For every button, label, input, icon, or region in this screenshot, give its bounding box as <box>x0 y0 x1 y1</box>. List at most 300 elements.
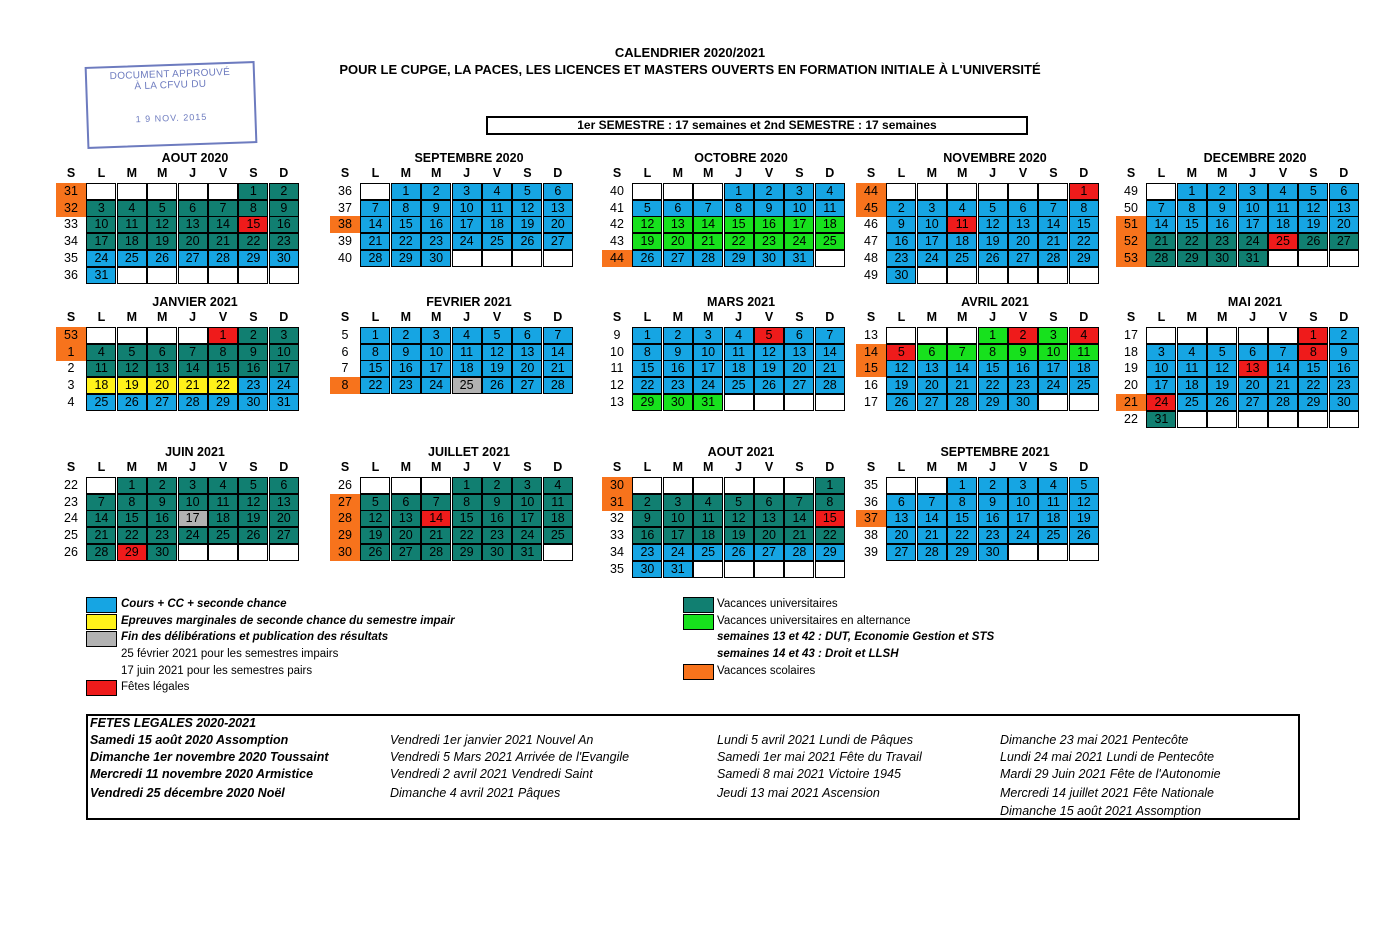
empty-day-cell <box>693 561 723 578</box>
day-cell: 5 <box>117 344 147 361</box>
day-cell: 5 <box>512 183 542 200</box>
day-cell: 25 <box>1069 377 1099 394</box>
day-cell: 21 <box>360 233 390 250</box>
day-cell: 23 <box>391 377 421 394</box>
day-cell: 20 <box>754 527 784 544</box>
day-header: M <box>926 166 937 180</box>
day-cell: 3 <box>784 183 814 200</box>
empty-day-cell <box>178 327 208 344</box>
day-cell: 22 <box>1177 233 1207 250</box>
day-cell: 27 <box>1238 394 1268 411</box>
day-cell: 26 <box>978 250 1008 267</box>
day-header: S <box>249 166 258 180</box>
empty-day-cell <box>238 267 268 284</box>
legend-fetes: Fêtes légales <box>121 681 190 693</box>
day-cell: 19 <box>1298 216 1328 233</box>
day-cell: 21 <box>1146 233 1176 250</box>
day-cell: 1 <box>391 183 421 200</box>
day-cell: 20 <box>269 510 299 527</box>
day-cell: 25 <box>208 527 238 544</box>
fetes-legales-box <box>86 714 1300 820</box>
empty-day-cell <box>512 250 542 267</box>
day-cell: 7 <box>947 344 977 361</box>
day-cell: 26 <box>117 394 147 411</box>
week-number: 30 <box>330 544 360 561</box>
day-cell: 13 <box>1008 216 1038 233</box>
empty-day-cell <box>117 267 147 284</box>
week-number: 38 <box>330 216 360 233</box>
day-cell: 6 <box>178 200 208 217</box>
week-number: 39 <box>338 234 352 249</box>
day-cell: 20 <box>917 377 947 394</box>
fete-item: Samedi 8 mai 2021 Victoire 1945 <box>717 767 901 781</box>
day-cell: 13 <box>663 216 693 233</box>
day-cell: 25 <box>452 377 482 394</box>
day-cell: 8 <box>724 200 754 217</box>
legend-epreuves: Epreuves marginales de seconde chance du semestre impair <box>121 615 455 627</box>
day-header: D <box>1079 460 1089 474</box>
day-cell: 31 <box>1146 411 1176 428</box>
day-header: J <box>989 166 997 180</box>
calendar-title: CALENDRIER 2020/2021 <box>614 45 766 60</box>
day-header: L <box>897 166 906 180</box>
empty-day-cell <box>784 561 814 578</box>
empty-day-cell <box>724 477 754 494</box>
day-cell: 25 <box>543 527 573 544</box>
day-header: S <box>249 460 258 474</box>
day-cell: 7 <box>815 327 845 344</box>
day-header: J <box>1249 310 1257 324</box>
week-number: 36 <box>64 267 78 282</box>
day-header: M <box>430 310 442 324</box>
day-cell: 2 <box>978 477 1008 494</box>
day-header: L <box>897 310 906 324</box>
empty-day-cell <box>86 183 116 200</box>
day-cell: 14 <box>421 510 451 527</box>
day-cell: 5 <box>1298 183 1328 200</box>
empty-day-cell <box>1238 411 1268 428</box>
empty-day-cell <box>1069 267 1099 284</box>
week-number: 26 <box>64 544 78 559</box>
day-cell: 15 <box>1177 216 1207 233</box>
legend-swatch-vacances-univ <box>683 597 714 613</box>
fete-item: Vendredi 5 Mars 2021 Arrivée de l'Evangile <box>390 750 630 764</box>
day-header: S <box>1049 460 1058 474</box>
day-cell: 9 <box>147 494 177 511</box>
day-cell: 29 <box>238 250 268 267</box>
empty-day-cell <box>1069 394 1099 411</box>
day-header: M <box>1216 310 1228 324</box>
day-cell: 25 <box>86 394 116 411</box>
empty-day-cell <box>269 267 299 284</box>
day-cell: 29 <box>947 544 977 561</box>
day-header: D <box>1339 166 1349 180</box>
empty-day-cell <box>360 183 390 200</box>
calendar-subtitle: POUR LE CUPGE, LA PACES, LES LICENCES ET MASTERS OUVERTS EN FORMATION INITIALE À L'UNIVERSITÉ <box>339 62 1041 77</box>
day-header: M <box>156 460 168 474</box>
fete-item: Dimanche 15 août 2021 Assomption <box>1000 804 1202 818</box>
empty-day-cell <box>147 327 177 344</box>
day-cell: 3 <box>1146 344 1176 361</box>
week-number: 35 <box>610 561 624 576</box>
day-cell: 23 <box>147 527 177 544</box>
legend-alt-line1: semaines 13 et 42 : DUT, Economie Gestion et STS <box>717 631 995 643</box>
month-title: DECEMBRE 2020 <box>1203 151 1307 165</box>
fete-item: Mercredi 11 novembre 2020 Armistice <box>90 767 314 781</box>
day-cell: 6 <box>917 344 947 361</box>
day-header: V <box>492 310 502 324</box>
fete-item: Samedi 1er mai 2021 Fête du Travail <box>717 750 922 764</box>
day-header: J <box>735 310 743 324</box>
day-cell: 29 <box>208 394 238 411</box>
day-cell: 23 <box>421 233 451 250</box>
week-number: 53 <box>1116 250 1146 267</box>
day-cell: 6 <box>784 327 814 344</box>
day-header: V <box>218 166 228 180</box>
day-cell: 22 <box>117 527 147 544</box>
day-cell: 22 <box>815 527 845 544</box>
day-cell: 20 <box>543 216 573 233</box>
day-cell: 16 <box>632 527 662 544</box>
day-cell: 6 <box>754 494 784 511</box>
day-header: J <box>735 166 743 180</box>
day-cell: 12 <box>117 360 147 377</box>
day-cell: 31 <box>784 250 814 267</box>
day-cell: 23 <box>1329 377 1359 394</box>
day-cell: 18 <box>1038 510 1068 527</box>
day-cell: 11 <box>452 344 482 361</box>
day-cell: 7 <box>421 494 451 511</box>
day-cell: 24 <box>1038 377 1068 394</box>
day-cell: 22 <box>452 527 482 544</box>
day-cell: 2 <box>391 327 421 344</box>
fete-item: Jeudi 13 mai 2021 Ascension <box>717 786 880 800</box>
week-number: 36 <box>864 494 878 509</box>
day-header: M <box>672 310 683 324</box>
day-cell: 11 <box>117 216 147 233</box>
day-cell: 6 <box>147 344 177 361</box>
empty-day-cell <box>147 267 177 284</box>
day-cell: 11 <box>947 216 977 233</box>
day-cell: 14 <box>208 216 238 233</box>
day-cell: 3 <box>421 327 451 344</box>
empty-day-cell <box>947 183 977 200</box>
day-cell: 15 <box>360 360 390 377</box>
day-cell: 11 <box>543 494 573 511</box>
week-number: 21 <box>1116 394 1146 411</box>
day-cell: 7 <box>178 344 208 361</box>
week-number: 26 <box>338 478 352 492</box>
day-cell: 25 <box>1038 527 1068 544</box>
fete-item: Vendredi 1er janvier 2021 Nouvel An <box>390 733 594 747</box>
week-number: 46 <box>864 217 878 232</box>
day-cell: 14 <box>1268 360 1298 377</box>
day-cell: 17 <box>86 233 116 250</box>
week-number: 12 <box>610 378 624 393</box>
day-cell: 2 <box>238 327 268 344</box>
day-cell: 30 <box>978 544 1008 561</box>
week-number: 9 <box>613 328 621 342</box>
day-cell: 12 <box>978 216 1008 233</box>
legend-vacances-univ: Vacances universitaires <box>717 598 838 610</box>
empty-day-cell <box>815 250 845 267</box>
week-number: 43 <box>610 234 624 249</box>
day-cell: 11 <box>1177 360 1207 377</box>
day-cell: 7 <box>543 327 573 344</box>
day-cell: 5 <box>238 477 268 494</box>
day-header: S <box>249 310 258 324</box>
day-header: D <box>553 166 563 180</box>
legend-swatch-fetes <box>86 680 117 696</box>
month-title: AOUT 2021 <box>707 445 775 459</box>
empty-day-cell <box>1268 411 1298 428</box>
empty-day-cell <box>360 477 390 494</box>
day-cell: 21 <box>784 527 814 544</box>
week-number: 39 <box>864 544 878 559</box>
day-cell: 21 <box>947 377 977 394</box>
day-cell: 9 <box>238 344 268 361</box>
week-number: 25 <box>64 528 78 543</box>
day-cell: 30 <box>147 544 177 561</box>
day-cell: 14 <box>1146 216 1176 233</box>
day-cell: 13 <box>147 360 177 377</box>
day-header: M <box>156 310 168 324</box>
day-cell: 17 <box>269 360 299 377</box>
semester-banner: 1er SEMESTRE : 17 semaines et 2nd SEMESTRE : 17 semaines <box>486 116 1028 135</box>
day-cell: 12 <box>632 216 662 233</box>
empty-day-cell <box>947 267 977 284</box>
day-cell: 4 <box>1069 327 1099 344</box>
day-cell: 13 <box>543 200 573 217</box>
week-number: 6 <box>341 344 349 359</box>
day-cell: 24 <box>178 527 208 544</box>
day-cell: 4 <box>1038 477 1068 494</box>
empty-day-cell <box>1008 183 1038 200</box>
day-cell: 10 <box>1008 494 1038 511</box>
day-cell: 21 <box>421 527 451 544</box>
day-cell: 7 <box>917 494 947 511</box>
day-cell: 25 <box>724 377 754 394</box>
day-cell: 16 <box>391 360 421 377</box>
day-cell: 18 <box>1177 377 1207 394</box>
week-number: 8 <box>330 377 360 394</box>
day-cell: 5 <box>147 200 177 217</box>
day-cell: 6 <box>1329 183 1359 200</box>
fete-item: Samedi 15 août 2020 Assomption <box>90 733 289 747</box>
day-cell: 21 <box>1038 233 1068 250</box>
empty-day-cell <box>693 183 723 200</box>
day-cell: 20 <box>512 360 542 377</box>
day-header: M <box>956 310 968 324</box>
day-cell: 1 <box>1298 327 1328 344</box>
day-cell: 27 <box>512 377 542 394</box>
day-cell: 14 <box>693 216 723 233</box>
day-cell: 4 <box>947 200 977 217</box>
day-header: S <box>1309 166 1318 180</box>
empty-day-cell <box>815 561 845 578</box>
day-cell: 14 <box>360 216 390 233</box>
day-cell: 30 <box>663 394 693 411</box>
day-cell: 5 <box>360 494 390 511</box>
day-cell: 9 <box>269 200 299 217</box>
empty-day-cell <box>421 477 451 494</box>
day-cell: 12 <box>1298 200 1328 217</box>
week-number: 18 <box>1124 344 1138 359</box>
fete-item: Lundi 24 mai 2021 Lundi de Pentecôte <box>1000 750 1215 764</box>
week-number: 22 <box>1124 411 1138 426</box>
day-cell: 15 <box>815 510 845 527</box>
day-cell: 9 <box>1008 344 1038 361</box>
day-cell: 25 <box>117 250 147 267</box>
day-header: M <box>702 166 714 180</box>
day-cell: 29 <box>1069 250 1099 267</box>
day-cell: 6 <box>269 477 299 494</box>
day-cell: 22 <box>947 527 977 544</box>
day-cell: 19 <box>238 510 268 527</box>
day-cell: 30 <box>421 250 451 267</box>
day-cell: 1 <box>632 327 662 344</box>
day-cell: 14 <box>815 344 845 361</box>
day-cell: 12 <box>724 510 754 527</box>
week-number: 33 <box>64 217 78 232</box>
day-cell: 17 <box>1238 216 1268 233</box>
day-header: D <box>553 460 563 474</box>
day-cell: 23 <box>269 233 299 250</box>
day-cell: 29 <box>632 394 662 411</box>
fete-item: Mardi 29 Juin 2021 Fête de l'Autonomie <box>1000 767 1221 781</box>
day-cell: 15 <box>391 216 421 233</box>
day-cell: 18 <box>452 360 482 377</box>
day-cell: 18 <box>1268 216 1298 233</box>
month-title: JANVIER 2021 <box>152 295 238 309</box>
day-cell: 10 <box>178 494 208 511</box>
week-number: 38 <box>864 528 878 543</box>
empty-day-cell <box>117 183 147 200</box>
empty-day-cell <box>917 267 947 284</box>
day-header: M <box>1186 166 1197 180</box>
month-title: SEPTEMBRE 2021 <box>940 445 1050 459</box>
day-cell: 22 <box>391 233 421 250</box>
empty-day-cell <box>238 544 268 561</box>
day-cell: 15 <box>947 510 977 527</box>
week-number: 5 <box>341 328 349 342</box>
day-cell: 26 <box>512 233 542 250</box>
day-cell: 22 <box>360 377 390 394</box>
day-cell: 10 <box>1038 344 1068 361</box>
day-cell: 7 <box>784 494 814 511</box>
day-cell: 11 <box>482 200 512 217</box>
day-cell: 1 <box>1069 183 1099 200</box>
day-cell: 10 <box>693 344 723 361</box>
week-number: 10 <box>610 344 624 359</box>
day-cell: 16 <box>1329 360 1359 377</box>
day-cell: 9 <box>886 216 916 233</box>
week-number: 47 <box>864 234 878 249</box>
day-cell: 18 <box>947 233 977 250</box>
day-header: M <box>126 310 137 324</box>
day-cell: 27 <box>269 527 299 544</box>
week-number: 13 <box>864 328 878 342</box>
day-cell: 28 <box>178 394 208 411</box>
day-header: J <box>189 166 197 180</box>
week-number: 40 <box>338 250 352 265</box>
legend-swatch-fin <box>86 631 117 647</box>
legend-swatch-vacances-alt <box>683 614 714 630</box>
day-cell: 26 <box>482 377 512 394</box>
empty-day-cell <box>178 183 208 200</box>
day-cell: 26 <box>724 544 754 561</box>
day-cell: 19 <box>117 377 147 394</box>
empty-day-cell <box>754 477 784 494</box>
day-cell: 10 <box>512 494 542 511</box>
week-number: 37 <box>338 200 352 215</box>
day-cell: 3 <box>693 327 723 344</box>
day-cell: 13 <box>178 216 208 233</box>
day-header: V <box>1278 166 1288 180</box>
day-cell: 17 <box>452 216 482 233</box>
week-number: 1 <box>56 344 86 361</box>
day-cell: 22 <box>724 233 754 250</box>
empty-day-cell <box>208 544 238 561</box>
fete-item: Vendredi 25 décembre 2020 Noël <box>90 786 285 800</box>
empty-day-cell <box>784 394 814 411</box>
day-cell: 1 <box>452 477 482 494</box>
day-cell: 28 <box>693 250 723 267</box>
day-cell: 16 <box>1207 216 1237 233</box>
empty-day-cell <box>886 327 916 344</box>
day-cell: 26 <box>147 250 177 267</box>
empty-day-cell <box>693 477 723 494</box>
day-cell: 6 <box>512 327 542 344</box>
day-cell: 28 <box>784 544 814 561</box>
day-cell: 21 <box>178 377 208 394</box>
day-header: J <box>463 460 471 474</box>
day-cell: 22 <box>238 233 268 250</box>
week-number: 37 <box>856 510 886 527</box>
empty-day-cell <box>663 183 693 200</box>
legend-alt-line2: semaines 14 et 43 : Droit et LLSH <box>717 648 899 660</box>
day-header: S <box>866 166 876 180</box>
day-cell: 4 <box>482 183 512 200</box>
day-cell: 10 <box>421 344 451 361</box>
day-cell: 13 <box>1238 360 1268 377</box>
empty-day-cell <box>86 477 116 494</box>
day-cell: 28 <box>360 250 390 267</box>
day-cell: 13 <box>886 510 916 527</box>
day-cell: 17 <box>421 360 451 377</box>
day-header: M <box>926 310 937 324</box>
day-cell: 3 <box>178 477 208 494</box>
day-cell: 4 <box>117 200 147 217</box>
day-cell: 1 <box>978 327 1008 344</box>
day-cell: 13 <box>512 344 542 361</box>
day-cell: 17 <box>1146 377 1176 394</box>
empty-day-cell <box>724 561 754 578</box>
day-header: L <box>643 460 652 474</box>
week-number: 44 <box>602 250 632 267</box>
day-cell: 1 <box>117 477 147 494</box>
day-header: S <box>1049 310 1058 324</box>
day-cell: 2 <box>1329 327 1359 344</box>
legend-cours: Cours + CC + seconde chance <box>121 598 287 610</box>
week-number: 20 <box>1124 378 1138 393</box>
day-header: L <box>371 460 380 474</box>
day-header: S <box>523 166 532 180</box>
approval-stamp <box>85 61 258 149</box>
day-cell: 8 <box>1069 200 1099 217</box>
day-cell: 26 <box>1069 527 1099 544</box>
day-header: D <box>279 460 289 474</box>
